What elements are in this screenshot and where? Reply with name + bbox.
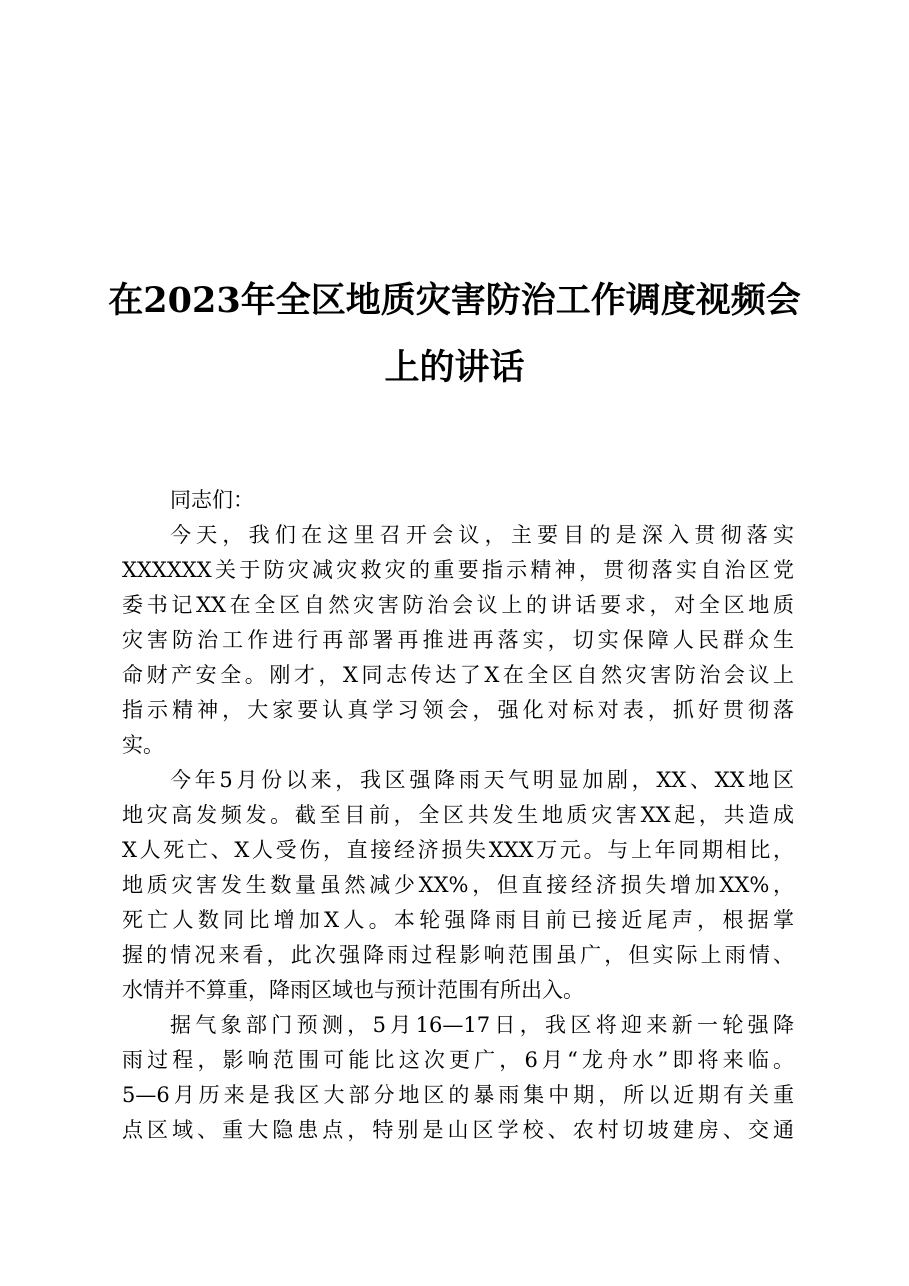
paragraph-1-line: 实。	[122, 733, 164, 757]
salutation: 同志们：	[170, 488, 254, 512]
paragraph-2-line: 死亡人数同比增加X人。本轮强降雨目前已接近尾声，根据掌	[122, 908, 794, 932]
paragraph-3-line: 5—6月历来是我区大部分地区的暴雨集中期，所以近期有关重	[122, 1083, 794, 1107]
paragraph-3-line: 据气象部门预测，5月16—17日，我区将迎来新一轮强降	[170, 1013, 794, 1037]
paragraph-1-line: XXXXXX关于防灾减灾救灾的重要指示精神，贯彻落实自治区党	[122, 558, 794, 582]
paragraph-2-line: 水情并不算重，降雨区域也与预计范围有所出入。	[122, 978, 584, 1002]
paragraph-2-line: 握的情况来看，此次强降雨过程影响范围虽广，但实际上雨情、	[122, 943, 794, 967]
paragraph-1-line: 委书记XX在全区自然灾害防治会议上的讲话要求，对全区地质	[122, 593, 794, 617]
paragraph-1-line: 指示精神，大家要认真学习领会，强化对标对表，抓好贯彻落	[122, 698, 794, 722]
document-title-line-2: 上的讲话	[384, 347, 525, 388]
paragraph-2-line: X人死亡、X人受伤，直接经济损失XXX万元。与上年同期相比，	[122, 838, 794, 862]
paragraph-3-line: 雨过程，影响范围可能比这次更广，6月“龙舟水”即将来临。	[122, 1048, 794, 1072]
paragraph-2-line: 地灾高发频发。截至目前，全区共发生地质灾害XX起，共造成	[122, 803, 794, 827]
paragraph-2-line: 今年5月份以来，我区强降雨天气明显加剧，XX、XX地区	[170, 768, 794, 792]
paragraph-1-line: 命财产安全。刚才，X同志传达了X在全区自然灾害防治会议上	[122, 663, 794, 687]
paragraph-3-line: 点区域、重大隐患点，特别是山区学校、农村切坡建房、交通	[122, 1118, 794, 1142]
paragraph-1-line: 今天，我们在这里召开会议，主要目的是深入贯彻落实	[170, 523, 794, 547]
paragraph-1-line: 灾害防治工作进行再部署再推进再落实，切实保障人民群众生	[122, 628, 794, 652]
paragraph-2-line: 地质灾害发生数量虽然减少XX%，但直接经济损失增加XX%，	[122, 873, 794, 897]
document-title-line-1: 在2023年全区地质灾害防治工作调度视频会	[108, 280, 801, 321]
